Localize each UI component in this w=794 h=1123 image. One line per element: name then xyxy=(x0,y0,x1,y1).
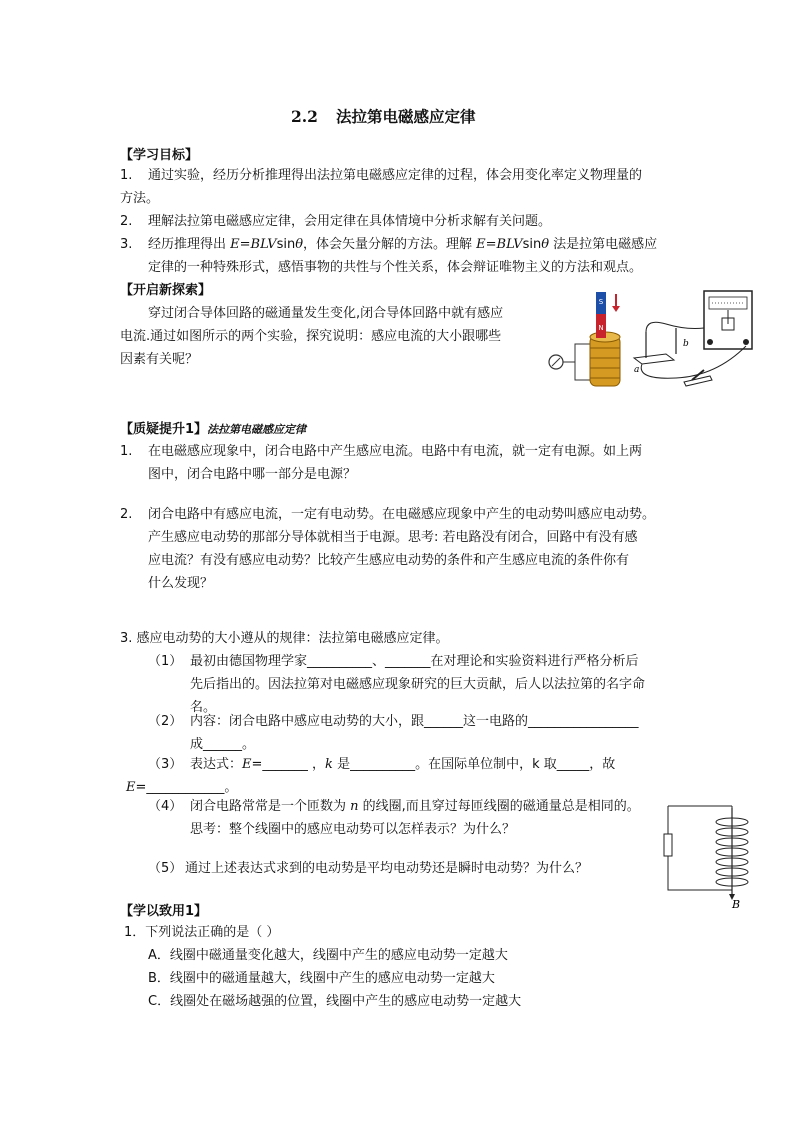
q3-p5-line-1: 通过上述表达式求到的电动势是平均电动势还是瞬时电动势？为什么？ xyxy=(185,861,589,876)
explore-line-1: 穿过闭合导体回路的磁通量发生变化,闭合导体回路中就有感应 xyxy=(148,306,504,321)
goal-3-text-a: 经历推理得出 xyxy=(148,237,231,252)
q3-p4-number: （4） xyxy=(148,799,183,814)
goal-3-sin-2: sin xyxy=(522,237,542,252)
goal-3-sin-1: sin xyxy=(276,237,296,252)
q3-p4-line-2: 思考：整个线圈中的感应电动势可以怎样表示？为什么？ xyxy=(190,822,516,837)
title-text: 法拉第电磁感应定律 xyxy=(335,107,476,126)
q3-p3-line-2 xyxy=(126,779,237,797)
section-header-explore: 【开启新探索】 xyxy=(120,283,212,298)
label-a: a xyxy=(634,365,640,375)
label-b: b xyxy=(683,339,689,349)
q3-p4-line-1 xyxy=(190,798,640,816)
q3-p3-text-b: =_______ ， xyxy=(251,757,326,772)
explore-line-2: 电流.通过如图所示的两个实验，探究说明：感应电流的大小跟哪些 xyxy=(120,329,502,344)
magnet-n-label: N xyxy=(598,324,604,332)
goal-3-line-1 xyxy=(148,236,657,254)
goal-1-line-2: 方法。 xyxy=(120,191,160,206)
q3-p4-text-a: 闭合电路常常是一个匝数为 xyxy=(190,799,351,814)
practice-question-1: 1．下列说法正确的是（ ） xyxy=(124,925,280,940)
q3-p2-line-1: 内容：闭合电路中感应电动势的大小，跟______这一电路的_________________ xyxy=(190,714,639,729)
q1-line-2: 图中，闭合电路中哪一部分是电源？ xyxy=(148,467,357,482)
goal-3-text-c: ，体会矢量分解的方法。理解 xyxy=(303,237,477,252)
q3-p4-text-b: 的线圈,而且穿过每匝线圈的磁通量总是相同的。 xyxy=(358,799,640,814)
q3-p4-n: n xyxy=(350,799,359,814)
q3-p1-line-1: 最初由德国物理学家__________、_______在对理论和实验资料进行严格分析后 xyxy=(190,654,639,669)
q2-number: 2. xyxy=(120,507,133,522)
solenoid-circuit-figure xyxy=(660,800,760,910)
q1-line-1: 在电磁感应现象中，闭合电路中产生感应电流。电路中有电流，就一定有电源。如上两 xyxy=(148,444,643,459)
resistor-icon xyxy=(664,834,672,856)
option-b: B．线圈中的磁通量越大，线圈中产生的感应电动势一定越大 xyxy=(148,971,495,986)
q3-p3-e-2: E xyxy=(126,780,136,795)
section-header-question-1 xyxy=(120,421,306,439)
q3-p3-k: k xyxy=(325,757,333,772)
goal-3-theta-2: θ xyxy=(541,237,550,252)
goal-1-number: 1. xyxy=(120,168,133,183)
q3-p3-text-c: 是__________。在国际单位制中，k 取_____，故 xyxy=(332,757,616,772)
q2-line-3: 应电流？有没有感应电动势？比较产生感应电动势的条件和产生感应电流的条件你有 xyxy=(148,553,630,568)
q3-p1-number: （1） xyxy=(148,654,183,669)
section-header-learning-goals: 【学习目标】 xyxy=(120,148,199,163)
section-header-question-1-sub: 法拉第电磁感应定律 xyxy=(207,423,307,436)
goal-3-formula-2: E=BLV xyxy=(476,237,523,252)
section-header-practice-1: 【学以致用1】 xyxy=(120,904,208,919)
q2-line-1: 闭合电路中有感应电流，一定有电动势。在电磁感应现象中产生的电动势叫感应电动势。 xyxy=(148,507,656,522)
explore-line-3: 因素有关呢？ xyxy=(120,352,199,367)
q3-p3-e-1: E xyxy=(242,757,252,772)
option-c: C．线圈处在磁场越强的位置，线圈中产生的感应电动势一定越大 xyxy=(148,994,522,1009)
goal-3-formula-1: E=BLV xyxy=(230,237,277,252)
q3-p3-line-1 xyxy=(190,756,615,774)
field-label-b: B xyxy=(732,898,741,910)
q3-p1-line-2: 先后指出的。因法拉第对电磁感应现象研究的巨大贡献，后人以法拉第的名字命 xyxy=(190,677,646,692)
section-header-question-1-label: 【质疑提升1】 xyxy=(120,422,208,437)
q3-heading: 3. 感应电动势的大小遵从的规律：法拉第电磁感应定律。 xyxy=(120,631,449,646)
q2-line-4: 什么发现？ xyxy=(148,576,214,591)
q3-p3-text-d: =____________。 xyxy=(135,780,238,795)
q3-p3-number: （3） xyxy=(148,757,183,772)
goal-1-line-1: 通过实验，经历分析推理得出法拉第电磁感应定律的过程，体会用变化率定义物理量的 xyxy=(148,168,643,183)
galvanometer-conductor-figure xyxy=(626,288,756,388)
q3-p2-number: （2） xyxy=(148,714,183,729)
goal-3-line-2: 定律的一种特殊形式，感悟事物的共性与个性关系，体会辩证唯物主义的方法和观点。 xyxy=(148,260,643,275)
goal-3-number: 3. xyxy=(120,237,133,252)
goal-2-number: 2. xyxy=(120,214,133,229)
q1-number: 1. xyxy=(120,444,133,459)
q3-p2-line-2: 成______。 xyxy=(190,737,256,752)
q3-p1-line-3: 名。 xyxy=(190,700,217,715)
magnet-s-label: S xyxy=(598,298,604,306)
option-a: A．线圈中磁通量变化越大，线圈中产生的感应电动势一定越大 xyxy=(148,948,508,963)
q2-line-2: 产生感应电动势的那部分导体就相当于电源。思考: 若电路没有闭合，回路中有没有感 xyxy=(148,530,638,545)
q3-p3-text-a: 表达式： xyxy=(190,757,243,772)
page-title xyxy=(291,108,475,126)
q3-p5-number: （5） xyxy=(148,861,183,876)
goal-3-theta-1: θ xyxy=(295,237,304,252)
title-number: 2.2 xyxy=(291,107,318,126)
goal-3-text-e: 法是拉第电磁感应 xyxy=(549,237,658,252)
goal-2-line-1: 理解法拉第电磁感应定律，会用定律在具体情境中分析求解有关问题。 xyxy=(148,214,552,229)
